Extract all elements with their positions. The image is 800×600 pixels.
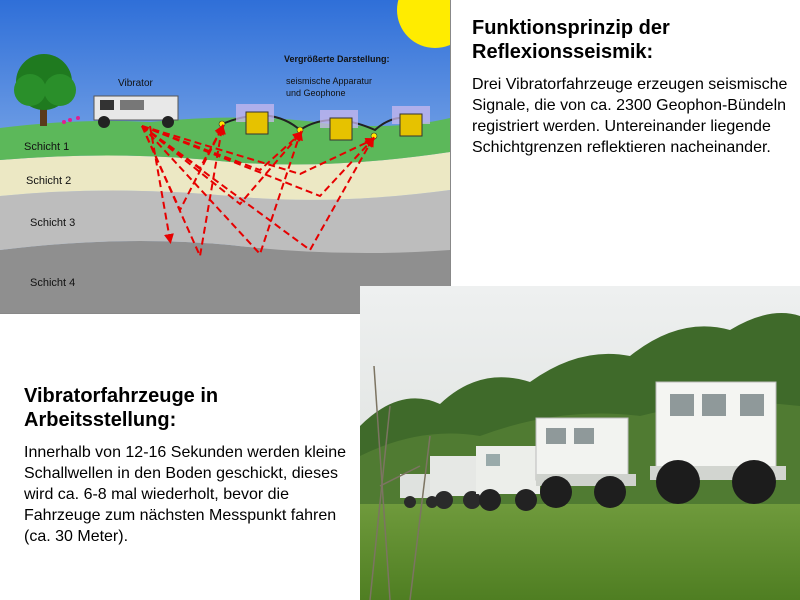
trucks-heading xyxy=(24,384,354,432)
layer-label-1: Schicht 1 xyxy=(24,141,70,153)
vibrator-trucks-photo-svg xyxy=(360,286,800,600)
layer-label-4: Schicht 4 xyxy=(30,277,76,289)
trucks-section xyxy=(24,384,354,547)
trucks-heading-line-1: Vibratorfahrzeuge in xyxy=(24,385,219,407)
layer-label-3: Schicht 3 xyxy=(30,217,76,229)
principle-heading-line-1: Funktionsprinzip der xyxy=(472,17,670,39)
zoom-title: Vergrößerte Darstellung: xyxy=(284,54,390,64)
seismic-diagram-svg xyxy=(0,0,450,313)
zoom-line-2: und Geophone xyxy=(286,88,346,98)
principle-section xyxy=(472,16,788,158)
seismic-diagram xyxy=(0,0,451,314)
principle-heading xyxy=(472,16,788,64)
principle-body: Drei Vibratorfahrzeuge erzeugen seismische Signale, die von ca. 2300 Geophon-Bündeln registriert werden. Untereinander liegende Schichtgrenzen reflektieren nacheinander. xyxy=(472,76,788,156)
layer-label-2: Schicht 2 xyxy=(26,175,72,187)
trucks-body: Innerhalb von 12-16 Sekunden werden kleine Schallwellen in den Boden geschickt, dieses wird ca. 6-8 mal wiederholt, bevor die Fahrzeuge zum nächsten Messpunkt fahren (ca. 30 Meter). xyxy=(24,444,347,545)
trucks-heading-line-2: Arbeitsstellung: xyxy=(24,409,177,431)
zoom-line-1: seismische Apparatur xyxy=(286,76,373,86)
grass-field xyxy=(360,504,800,600)
vibrator-label: Vibrator xyxy=(118,78,153,89)
vibrator-trucks-photo xyxy=(360,286,800,600)
principle-heading-line-2: Reflexionsseismik: xyxy=(472,41,654,63)
